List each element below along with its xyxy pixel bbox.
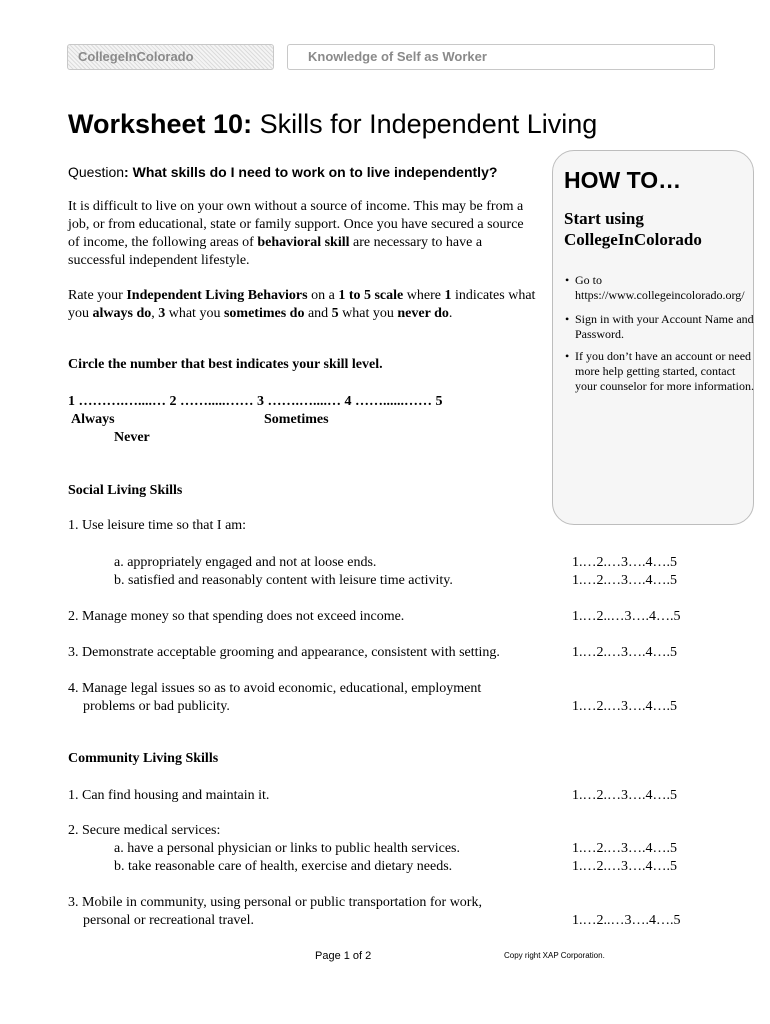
rating-scale-3[interactable]: 1.…2..…3….4….5 <box>572 609 681 624</box>
intro-paragraph <box>68 198 533 270</box>
rate-paragraph <box>68 287 543 323</box>
community-item-2: 2. Secure medical services: <box>68 823 221 838</box>
bullet-icon: • <box>565 312 570 326</box>
rate-b6: sometimes do <box>223 306 305 321</box>
rating-scale-5[interactable]: 1.…2.…3….4….5 <box>572 699 677 714</box>
rate-t9: . <box>448 306 453 321</box>
title-prefix: Worksheet 10: <box>68 109 253 139</box>
howto-bullet-2-text: Sign in with your Account Name and Password. <box>575 312 754 341</box>
rate-b3: 1 <box>444 288 452 303</box>
copyright: Copy right XAP Corporation. <box>504 951 605 960</box>
howto-bullet-3 <box>565 349 760 394</box>
rate-b8: never do <box>397 306 449 321</box>
rate-b4: always do <box>92 306 152 321</box>
section-tab-label: Knowledge of Self as Worker <box>308 49 487 64</box>
scale-key-always: Always <box>71 412 115 427</box>
circle-instruction: Circle the number that best indicates your skill level. <box>68 357 383 372</box>
rating-scale-7[interactable]: 1.…2.…3….4….5 <box>572 841 677 856</box>
rating-scale-6[interactable]: 1.…2.…3….4….5 <box>572 788 677 803</box>
title-main: Skills for Independent Living <box>252 109 598 139</box>
scale-key-sometimes: Sometimes <box>264 412 329 427</box>
community-item-2a: a. have a personal physician or links to public health services. <box>114 841 461 856</box>
brand-tab <box>67 44 274 70</box>
rate-t7: and <box>304 306 332 321</box>
scale-key-never: Never <box>114 430 150 445</box>
social-item-2: 2. Manage money so that spending does not exceed income. <box>68 609 405 624</box>
community-heading: Community Living Skills <box>68 751 219 766</box>
howto-title: HOW TO… <box>564 167 682 193</box>
social-item-4-line2: problems or bad publicity. <box>83 699 230 714</box>
rating-scale-4[interactable]: 1.…2.…3….4….5 <box>572 645 677 660</box>
social-item-1b: b. satisfied and reasonably content with leisure time activity. <box>114 573 453 588</box>
social-item-1a: a. appropriately engaged and not at loose ends. <box>114 555 377 570</box>
intro-text-2: are necessary to have a successful independent lifestyle. <box>68 235 483 268</box>
brand-tab-label: CollegeInColorado <box>78 49 194 64</box>
rate-t2: on a <box>307 288 339 303</box>
howto-subtitle: Start using CollegeInColorado <box>564 209 702 249</box>
rate-t1: Rate your <box>68 288 127 303</box>
rate-b5: 3 <box>158 306 166 321</box>
howto-bullet-3-text: If you don’t have an account or need more help getting started, contact your counselor for more information. <box>575 349 754 393</box>
rate-t3: where <box>403 288 445 303</box>
social-item-1: 1. Use leisure time so that I am: <box>68 518 247 533</box>
rating-scale-2[interactable]: 1.…2.…3….4….5 <box>572 573 677 588</box>
rate-b1: Independent Living Behaviors <box>126 288 308 303</box>
intro-text-1: It is difficult to live on your own without a source of income. This may be from a job, or from educational, state or family support. Once you have secured a source of income, the following areas of <box>68 199 524 250</box>
social-item-4-line1: 4. Manage legal issues so as to avoid economic, educational, employment <box>68 681 482 696</box>
scale-key-line: 1 ……….…....… 2 …….....…… 3 …….…....… 4 ……......…… 5 <box>68 394 443 409</box>
rate-t8: what you <box>338 306 398 321</box>
social-item-3: 3. Demonstrate acceptable grooming and appearance, consistent with setting. <box>68 645 500 660</box>
rating-scale-9[interactable]: 1.…2..…3….4….5 <box>572 913 681 928</box>
howto-bullet-1-text: Go to https://www.collegeincolorado.org/ <box>575 273 745 302</box>
howto-bullet-2 <box>565 312 760 342</box>
rate-t4: indicates what you <box>68 288 536 321</box>
rate-t6: what you <box>165 306 224 321</box>
bullet-icon: • <box>565 349 570 363</box>
question-line <box>68 164 497 180</box>
rating-scale-8[interactable]: 1.…2.…3….4….5 <box>572 859 677 874</box>
rating-scale-1[interactable]: 1.…2.…3….4….5 <box>572 555 677 570</box>
page-title <box>68 109 597 140</box>
question-label: Question <box>68 164 125 180</box>
howto-bullet-1 <box>565 273 760 303</box>
community-item-3-line1: 3. Mobile in community, using personal or public transportation for work, <box>68 895 482 910</box>
rate-t5: , <box>151 306 159 321</box>
section-tab <box>287 44 715 70</box>
intro-bold: behavioral skill <box>257 235 350 250</box>
community-item-2b: b. take reasonable care of health, exercise and dietary needs. <box>114 859 453 874</box>
page-number: Page 1 of 2 <box>315 950 372 962</box>
rate-b7: 5 <box>331 306 339 321</box>
community-item-1: 1. Can find housing and maintain it. <box>68 788 270 803</box>
question-text: : What skills do I need to work on to live independently? <box>124 164 498 180</box>
rate-b2: 1 to 5 scale <box>338 288 404 303</box>
bullet-icon: • <box>565 273 570 287</box>
social-heading: Social Living Skills <box>68 483 183 498</box>
community-item-3-line2: personal or recreational travel. <box>83 913 255 928</box>
